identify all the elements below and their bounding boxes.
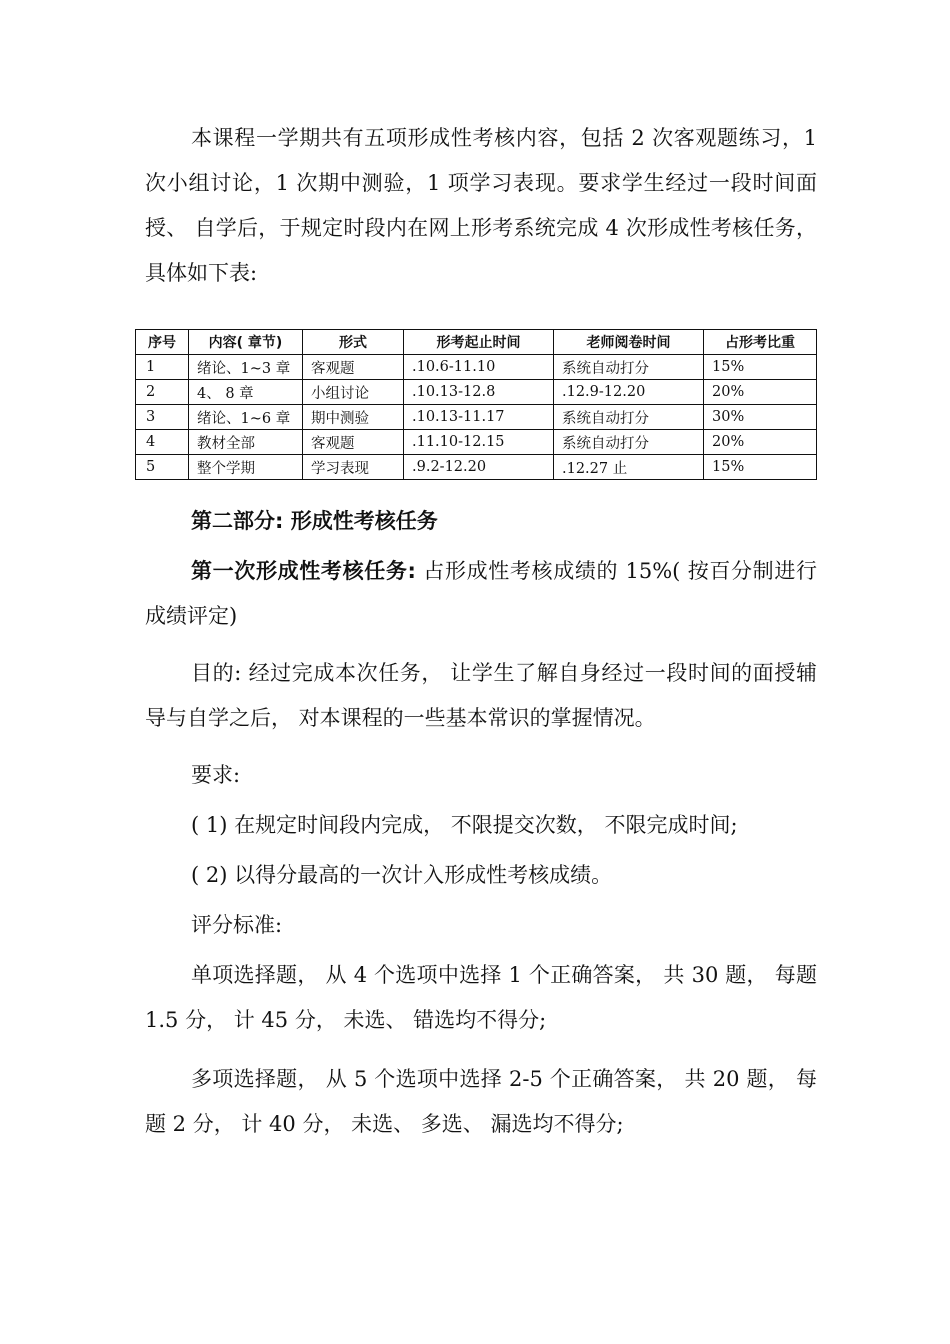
cell-weight: 15%	[704, 355, 817, 380]
cell-weight: 20%	[704, 430, 817, 455]
requirement-1: ( 1) 在规定时间段内完成， 不限提交次数， 不限完成时间;	[191, 813, 738, 837]
cell-period: .10.13-12.8	[404, 380, 554, 405]
table-row	[136, 380, 817, 405]
cell-grading-time: .12.9-12.20	[554, 380, 704, 405]
cell-grading-time: 系统自动打分	[554, 405, 704, 430]
cell-content: 绪论、1~3 章	[189, 355, 303, 380]
cell-content: 4、 8 章	[189, 380, 303, 405]
header-cell-grading-time: 老师阅卷时间	[554, 330, 704, 355]
header-cell-content: 内容( 章节)	[189, 330, 303, 355]
cell-form: 客观题	[303, 430, 404, 455]
task1-label: 第一次形成性考核任务:	[191, 559, 416, 583]
table-row	[136, 355, 817, 380]
table-row	[136, 455, 817, 480]
table-header-row	[136, 330, 817, 355]
cell-form: 小组讨论	[303, 380, 404, 405]
cell-no: 5	[136, 455, 189, 480]
header-cell-no: 序号	[136, 330, 189, 355]
purpose-paragraph: 目的: 经过完成本次任务， 让学生了解自身经过一段时间的面授辅导与自学之后， 对本课程的一些基本常识的掌握情况。	[145, 661, 817, 730]
table-row	[136, 430, 817, 455]
cell-period: .10.13-11.17	[404, 405, 554, 430]
single-choice-criteria: 单项选择题， 从 4 个选项中选择 1 个正确答案， 共 30 题， 每题 1.5 分， 计 45 分， 未选、 错选均不得分;	[145, 963, 817, 1032]
header-cell-weight: 占形考比重	[704, 330, 817, 355]
cell-no: 4	[136, 430, 189, 455]
cell-period: .9.2-12.20	[404, 455, 554, 480]
cell-form: 期中测验	[303, 405, 404, 430]
cell-content: 整个学期	[189, 455, 303, 480]
requirement-2: ( 2) 以得分最高的一次计入形成性考核成绩。	[191, 863, 613, 887]
cell-grading-time: 系统自动打分	[554, 430, 704, 455]
cell-form: 学习表现	[303, 455, 404, 480]
intro-paragraph: 本课程一学期共有五项形成性考核内容，包括 2 次客观题练习，1 次小组讨论，1 次期中测验，1 项学习表现。要求学生经过一段时间面授、 自学后，于规定时段内在网上形考系统完成 4 次形成性考核任务，具体如下表:	[145, 126, 817, 285]
cell-grading-time: 系统自动打分	[554, 355, 704, 380]
assessment-table	[135, 329, 817, 480]
section-title: 第二部分: 形成性考核任务	[191, 509, 438, 533]
cell-period: .10.6-11.10	[404, 355, 554, 380]
cell-weight: 30%	[704, 405, 817, 430]
requirements-label: 要求:	[191, 763, 241, 787]
cell-content: 教材全部	[189, 430, 303, 455]
cell-content: 绪论、1~6 章	[189, 405, 303, 430]
task1-text: 占形成性考核成绩的 15%( 按百分制进行成绩评定)	[145, 559, 817, 628]
cell-form: 客观题	[303, 355, 404, 380]
multi-choice-criteria: 多项选择题， 从 5 个选项中选择 2-5 个正确答案， 共 20 题， 每题 2 分， 计 40 分， 未选、 多选、 漏选均不得分;	[145, 1067, 817, 1136]
cell-no: 3	[136, 405, 189, 430]
header-cell-period: 形考起止时间	[404, 330, 554, 355]
cell-no: 1	[136, 355, 189, 380]
task1-paragraph	[145, 549, 817, 639]
cell-weight: 15%	[704, 455, 817, 480]
header-cell-form: 形式	[303, 330, 404, 355]
cell-weight: 20%	[704, 380, 817, 405]
cell-grading-time: .12.27 止	[554, 455, 704, 480]
cell-no: 2	[136, 380, 189, 405]
criteria-label: 评分标准:	[191, 913, 283, 937]
cell-period: .11.10-12.15	[404, 430, 554, 455]
table-row	[136, 405, 817, 430]
